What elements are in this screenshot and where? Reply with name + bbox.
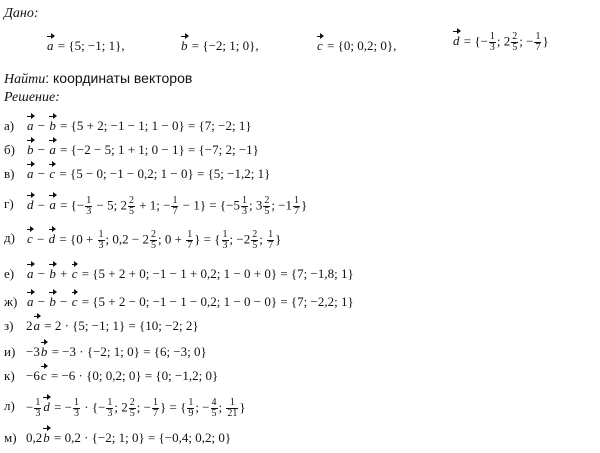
frac-num: 1 xyxy=(107,397,113,408)
fraction xyxy=(85,196,92,217)
item-value: = {−2 − 5; 1 + 1; 0 − 1} = {−7; 2; −1} xyxy=(60,142,259,157)
expr-part: + 1; − xyxy=(135,197,171,213)
expr-part: = {− xyxy=(60,197,85,213)
colon: : xyxy=(33,6,39,21)
frac-den: 21 xyxy=(227,408,238,419)
frac-num: 1 xyxy=(226,398,238,409)
frac-num: 2 xyxy=(129,397,135,408)
given-d-mid1: ; 2 xyxy=(496,33,511,49)
given-c xyxy=(316,38,396,54)
find-text: : координаты векторов xyxy=(45,70,193,86)
frac-den: 5 xyxy=(264,206,270,217)
frac-num: 1 xyxy=(535,31,541,42)
vector-c: c xyxy=(49,166,56,181)
item-label: м) xyxy=(4,430,17,445)
item-expr xyxy=(26,318,199,334)
item-expr xyxy=(26,142,259,158)
vector-a: a xyxy=(49,142,56,157)
item-label: д) xyxy=(4,230,15,245)
item-value: = {5 + 2 − 0; −1 − 1 − 0,2; 1 − 0 − 0} = {7; −2,2; 1} xyxy=(81,294,354,309)
item-label: г) xyxy=(4,196,14,211)
op: − xyxy=(34,266,49,281)
given-c-value: = {0; 0,2; 0}, xyxy=(327,38,397,53)
op: + xyxy=(56,266,71,281)
frac-num: 1 xyxy=(74,397,80,408)
fraction xyxy=(241,196,248,217)
frac-den: 9 xyxy=(188,408,194,419)
given-d-prefix: = {− xyxy=(463,33,488,49)
expr-part: ; −2 xyxy=(229,231,251,247)
expr-part: ; 0,2 − 2 xyxy=(105,231,149,247)
vector-b: b xyxy=(43,430,50,445)
coef: 2 xyxy=(26,318,33,333)
op: − xyxy=(34,142,49,157)
given-b-value: = {−2; 1; 0}, xyxy=(191,38,259,53)
expr-part: } xyxy=(275,231,282,247)
item-expr xyxy=(26,196,307,217)
vector-d: d xyxy=(43,399,50,415)
frac-den: 5 xyxy=(129,408,135,419)
item-value: = −6 · {0; 0,2; 0} = {0; −1,2; 0} xyxy=(50,368,219,383)
given-b xyxy=(180,38,259,54)
fraction xyxy=(98,230,105,251)
frac-den: 3 xyxy=(489,42,495,53)
item-label: з) xyxy=(4,318,14,333)
vector-b: b xyxy=(181,38,188,53)
fraction xyxy=(128,196,135,217)
frac-den: 5 xyxy=(150,240,156,251)
frac-num: 2 xyxy=(252,229,258,240)
expr-part: ; 3 xyxy=(248,197,263,213)
fraction xyxy=(34,398,41,419)
vector-b: b xyxy=(27,142,34,157)
expr-part: } xyxy=(239,399,246,415)
item-label: б) xyxy=(4,142,15,157)
frac-den: 7 xyxy=(535,42,541,53)
frac-num: 1 xyxy=(98,229,104,240)
frac-den: 3 xyxy=(222,240,228,251)
frac-den: 7 xyxy=(153,408,158,419)
frac-num: 1 xyxy=(86,195,92,206)
frac-num: 1 xyxy=(489,31,495,42)
find-line xyxy=(4,70,192,88)
expr-part: ; 0 + xyxy=(157,231,186,247)
frac-den: 5 xyxy=(512,42,518,53)
fraction xyxy=(511,32,518,53)
vector-c: c xyxy=(71,266,78,281)
vector-c: c xyxy=(71,294,78,309)
expr-part: ; xyxy=(218,399,226,415)
fraction xyxy=(222,230,229,251)
fraction xyxy=(267,230,274,251)
frac-num: 1 xyxy=(153,397,158,408)
op: − xyxy=(34,166,49,181)
fraction xyxy=(251,230,258,251)
vector-a: a xyxy=(49,197,56,213)
item-label: и) xyxy=(4,344,16,359)
solution-label: Решение xyxy=(4,90,56,105)
fraction xyxy=(211,398,218,419)
item-label: е) xyxy=(4,266,15,281)
vector-d: d xyxy=(453,33,460,49)
item-value: = −3 · {−2; 1; 0} = {6; −3; 0} xyxy=(51,344,207,359)
fraction xyxy=(293,196,300,217)
item-label: а) xyxy=(4,118,15,133)
op: − xyxy=(34,197,49,213)
op: − xyxy=(34,294,49,309)
expr-part: − 5; 2 xyxy=(93,197,127,213)
expr-part: = − xyxy=(50,399,73,415)
fraction xyxy=(186,230,193,251)
frac-num: 1 xyxy=(187,229,193,240)
item-label: в) xyxy=(4,166,15,181)
vector-a: a xyxy=(27,266,34,281)
given-a-value: = {5; −1; 1}, xyxy=(57,38,125,53)
vector-a: a xyxy=(47,38,54,53)
frac-num: 1 xyxy=(268,229,274,240)
frac-den: 3 xyxy=(241,206,247,217)
vector-d: d xyxy=(27,197,34,213)
frac-den: 7 xyxy=(294,206,300,217)
item-expr xyxy=(26,266,354,282)
coef: −6 xyxy=(26,368,40,383)
find-label: Найти xyxy=(4,72,46,87)
frac-den: 5 xyxy=(252,240,258,251)
fraction xyxy=(489,32,496,53)
vector-c: c xyxy=(317,38,323,53)
frac-num: 2 xyxy=(512,31,518,42)
vector-c: c xyxy=(40,368,47,383)
item-value: = {5 + 2 + 0; −1 − 1 + 0,2; 1 − 0 + 0} = {7; −1,8; 1} xyxy=(81,266,354,281)
frac-num: 2 xyxy=(128,195,134,206)
item-value: = {5 − 0; −1 − 0,2; 1 − 0} = {5; −1,2; 1} xyxy=(59,166,271,181)
given-header xyxy=(4,6,39,22)
expr-part: ; − xyxy=(195,399,210,415)
frac-num: 2 xyxy=(264,195,270,206)
expr-part: } = { xyxy=(194,231,221,247)
frac-den: 5 xyxy=(128,206,134,217)
frac-num: 4 xyxy=(211,397,217,408)
fraction xyxy=(106,398,113,419)
item-value: = {5 + 2; −1 − 1; 1 − 0} = {7; −2; 1} xyxy=(60,118,252,133)
vector-b: b xyxy=(40,344,48,359)
frac-num: 1 xyxy=(222,229,228,240)
expr-part: ; − xyxy=(136,399,151,415)
op: − xyxy=(34,118,49,133)
vector-a: a xyxy=(27,294,34,309)
frac-den: 5 xyxy=(211,408,217,419)
coef: 0,2 xyxy=(26,430,43,445)
item-expr xyxy=(26,430,231,446)
fraction xyxy=(152,398,159,419)
item-expr xyxy=(26,294,354,310)
frac-num: 1 xyxy=(241,195,247,206)
frac-num: 1 xyxy=(35,397,41,408)
vector-b: b xyxy=(49,266,56,281)
item-value: = 2 · {5; −1; 1} = {10; −2; 2} xyxy=(44,318,199,333)
item-label: ж) xyxy=(4,294,18,309)
expr-part: ; −1 xyxy=(271,197,293,213)
op: − xyxy=(33,231,48,247)
frac-den: 3 xyxy=(98,240,104,251)
item-expr xyxy=(26,344,207,360)
frac-den: 3 xyxy=(107,408,113,419)
expr-part: − 1} = {−5 xyxy=(179,197,240,213)
vector-a: a xyxy=(27,166,34,181)
fraction xyxy=(187,398,194,419)
given-a xyxy=(46,38,125,54)
vector-b: b xyxy=(49,118,56,133)
given-label: Дано xyxy=(4,6,34,21)
frac-num: 1 xyxy=(172,195,178,206)
fraction xyxy=(171,196,178,217)
frac-den: 3 xyxy=(35,408,41,419)
frac-den: 7 xyxy=(172,206,178,217)
expr-part: ; xyxy=(259,231,267,247)
frac-den: 3 xyxy=(74,408,80,419)
vector-a: a xyxy=(33,318,40,333)
vector-c: c xyxy=(27,231,33,247)
colon: : xyxy=(55,90,60,105)
item-label: к) xyxy=(4,368,15,383)
frac-den: 3 xyxy=(86,206,92,217)
coef: − xyxy=(26,399,34,415)
vector-a: a xyxy=(27,118,34,133)
expr-part: = {0 + xyxy=(59,231,97,247)
expr-part: } xyxy=(301,197,308,213)
solution-header xyxy=(4,90,60,106)
item-label: л) xyxy=(4,398,15,413)
frac-den: 7 xyxy=(268,240,274,251)
given-d-suffix: } xyxy=(542,33,549,49)
item-expr xyxy=(26,166,270,182)
item-expr xyxy=(26,398,246,419)
given-d-mid2: ; − xyxy=(519,33,534,49)
vector-d: d xyxy=(48,231,56,247)
fraction xyxy=(73,398,80,419)
coef: −3 xyxy=(26,344,40,359)
expr-part: · {− xyxy=(81,399,106,415)
item-value: = 0,2 · {−2; 1; 0} = {−0,4; 0,2; 0} xyxy=(54,430,232,445)
frac-den: 7 xyxy=(187,240,193,251)
item-expr xyxy=(26,368,218,384)
vector-b: b xyxy=(49,294,56,309)
frac-num: 1 xyxy=(188,397,194,408)
expr-part: } = { xyxy=(160,399,187,415)
fraction xyxy=(129,398,136,419)
fraction xyxy=(534,32,541,53)
frac-num: 1 xyxy=(294,195,300,206)
item-expr xyxy=(26,118,252,134)
op: − xyxy=(56,294,71,309)
fraction xyxy=(263,196,270,217)
given-d xyxy=(452,32,549,53)
fraction xyxy=(150,230,157,251)
item-expr xyxy=(26,230,281,251)
expr-part: ; 2 xyxy=(114,399,128,415)
frac-num: 2 xyxy=(150,229,156,240)
fraction xyxy=(226,398,238,419)
